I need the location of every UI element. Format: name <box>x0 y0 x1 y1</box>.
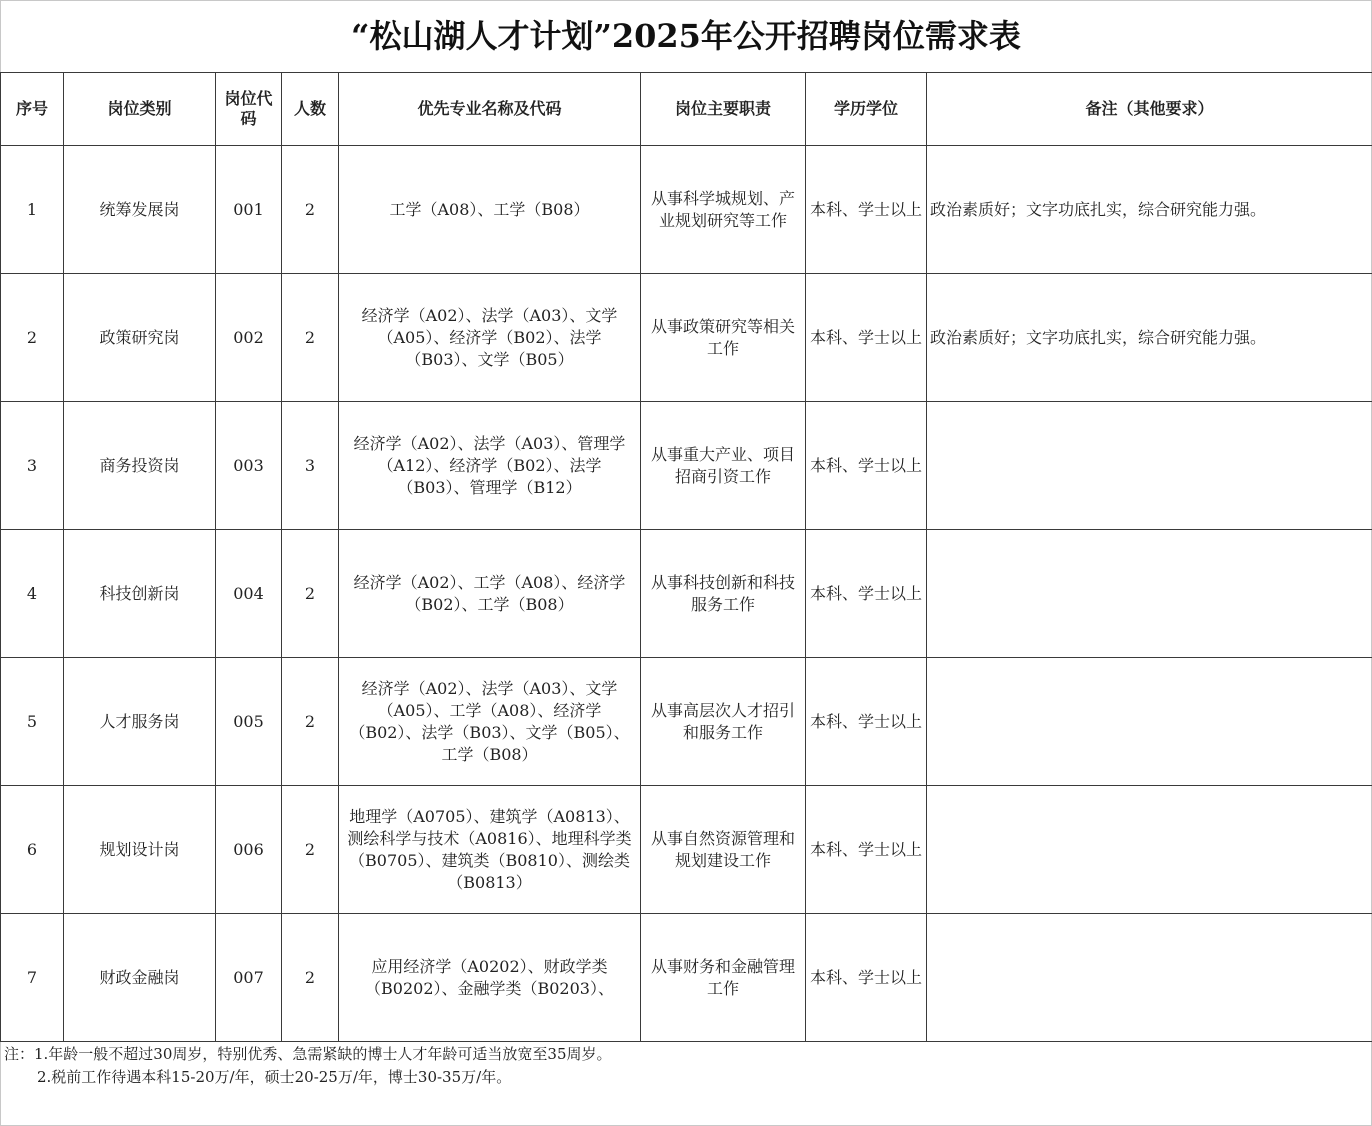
header-category: 岗位类别 <box>64 73 216 146</box>
cell-note: 政治素质好；文字功底扎实，综合研究能力强。 <box>927 146 1372 274</box>
cell-majors: 经济学（A02）、工学（A08）、经济学（B02）、工学（B08） <box>339 530 641 658</box>
header-row <box>1 73 1372 146</box>
header-no: 序号 <box>1 73 64 146</box>
cell-category: 财政金融岗 <box>64 914 216 1042</box>
header-note: 备注（其他要求） <box>927 73 1372 146</box>
cell-note: 政治素质好；文字功底扎实，综合研究能力强。 <box>927 274 1372 402</box>
cell-category: 人才服务岗 <box>64 658 216 786</box>
cell-degree: 本科、学士以上 <box>806 402 927 530</box>
header-degree: 学历学位 <box>806 73 927 146</box>
cell-majors: 经济学（A02）、法学（A03）、管理学（A12）、经济学（B02）、法学（B03）、管理学（B12） <box>339 402 641 530</box>
cell-no: 6 <box>1 786 64 914</box>
cell-count: 2 <box>282 274 339 402</box>
cell-degree: 本科、学士以上 <box>806 914 927 1042</box>
cell-count: 2 <box>282 658 339 786</box>
cell-note <box>927 914 1372 1042</box>
header-majors: 优先专业名称及代码 <box>339 73 641 146</box>
table-row <box>1 146 1372 274</box>
cell-code: 002 <box>216 274 282 402</box>
cell-no: 7 <box>1 914 64 1042</box>
cell-degree: 本科、学士以上 <box>806 530 927 658</box>
cell-duties: 从事科技创新和科技服务工作 <box>641 530 806 658</box>
cell-note <box>927 658 1372 786</box>
cell-count: 2 <box>282 530 339 658</box>
cell-note <box>927 786 1372 914</box>
cell-majors: 工学（A08）、工学（B08） <box>339 146 641 274</box>
cell-duties: 从事财务和金融管理工作 <box>641 914 806 1042</box>
cell-category: 政策研究岗 <box>64 274 216 402</box>
footnote-1: 注：1.年龄一般不超过30周岁，特别优秀、急需紧缺的博士人才年龄可适当放宽至35周岁。 <box>4 1045 612 1063</box>
cell-majors: 应用经济学（A0202）、财政学类（B0202）、金融学类（B0203）、 <box>339 914 641 1042</box>
cell-category: 统筹发展岗 <box>64 146 216 274</box>
table-row <box>1 274 1372 402</box>
cell-note <box>927 530 1372 658</box>
cell-no: 1 <box>1 146 64 274</box>
header-count: 人数 <box>282 73 339 146</box>
cell-count: 2 <box>282 914 339 1042</box>
cell-degree: 本科、学士以上 <box>806 658 927 786</box>
cell-code: 006 <box>216 786 282 914</box>
cell-majors: 经济学（A02）、法学（A03）、文学（A05）、工学（A08）、经济学（B02）、法学（B03）、文学（B05）、工学（B08） <box>339 658 641 786</box>
cell-degree: 本科、学士以上 <box>806 146 927 274</box>
cell-no: 2 <box>1 274 64 402</box>
table-row <box>1 914 1372 1042</box>
cell-code: 005 <box>216 658 282 786</box>
cell-no: 5 <box>1 658 64 786</box>
cell-note <box>927 402 1372 530</box>
cell-count: 3 <box>282 402 339 530</box>
cell-category: 科技创新岗 <box>64 530 216 658</box>
table-row <box>1 786 1372 914</box>
cell-degree: 本科、学士以上 <box>806 274 927 402</box>
cell-majors: 经济学（A02）、法学（A03）、文学（A05）、经济学（B02）、法学（B03）、文学（B05） <box>339 274 641 402</box>
cell-duties: 从事自然资源管理和规划建设工作 <box>641 786 806 914</box>
cell-count: 2 <box>282 786 339 914</box>
cell-code: 001 <box>216 146 282 274</box>
cell-duties: 从事政策研究等相关工作 <box>641 274 806 402</box>
cell-code: 004 <box>216 530 282 658</box>
header-duties: 岗位主要职责 <box>641 73 806 146</box>
table-row <box>1 658 1372 786</box>
cell-duties: 从事科学城规划、产业规划研究等工作 <box>641 146 806 274</box>
cell-no: 3 <box>1 402 64 530</box>
cell-code: 003 <box>216 402 282 530</box>
table-row <box>1 530 1372 658</box>
footnote-2: 2.税前工作待遇本科15-20万/年，硕士20-25万/年，博士30-35万/年。 <box>37 1068 512 1086</box>
page-title: “松山湖人才计划”2025年公开招聘岗位需求表 <box>351 17 1021 55</box>
table-row <box>1 402 1372 530</box>
cell-category: 规划设计岗 <box>64 786 216 914</box>
header-code: 岗位代码 <box>216 73 282 146</box>
cell-duties: 从事重大产业、项目招商引资工作 <box>641 402 806 530</box>
cell-degree: 本科、学士以上 <box>806 786 927 914</box>
footnotes <box>4 1043 612 1089</box>
cell-majors: 地理学（A0705）、建筑学（A0813）、测绘科学与技术（A0816）、地理科学类（B0705）、建筑类（B0810）、测绘类（B0813） <box>339 786 641 914</box>
cell-count: 2 <box>282 146 339 274</box>
cell-code: 007 <box>216 914 282 1042</box>
cell-duties: 从事高层次人才招引和服务工作 <box>641 658 806 786</box>
cell-no: 4 <box>1 530 64 658</box>
recruitment-table <box>0 72 1372 1042</box>
cell-category: 商务投资岗 <box>64 402 216 530</box>
